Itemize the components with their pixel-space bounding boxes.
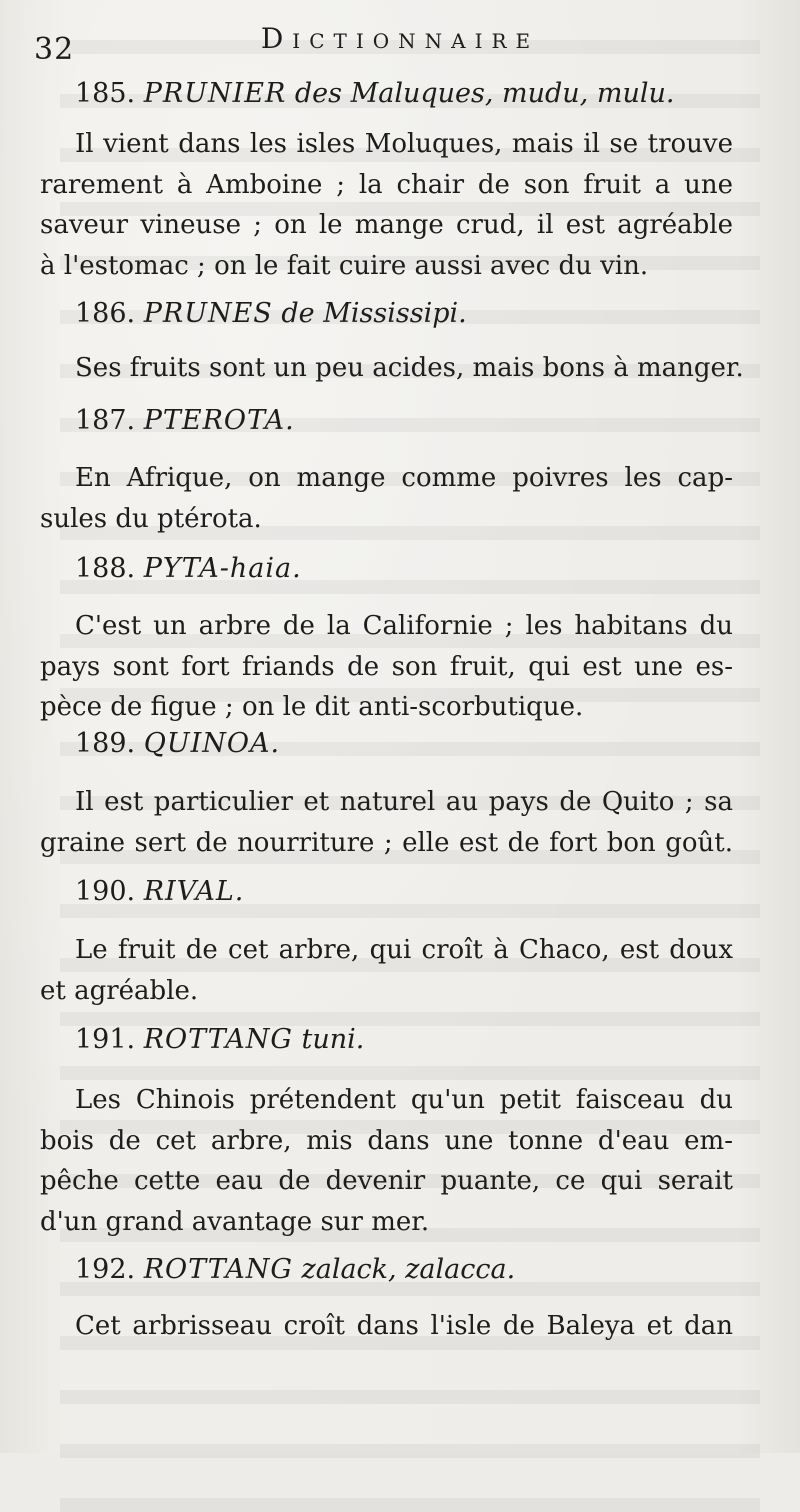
entry-text: [40, 1306, 733, 1347]
text-line: pays sont fort friands de son fruit, qui est une es-: [40, 651, 733, 682]
text-line: Le fruit de cet arbre, qui croît à Chaco, est doux: [75, 935, 733, 965]
entry-text: [40, 782, 733, 863]
entry-text: [40, 1080, 733, 1242]
entry-name: PRUNIER: [143, 78, 287, 109]
text-line: rarement à Amboine ; la chair de son fruit a une: [40, 169, 733, 200]
entry-text: [40, 606, 733, 728]
text-line: Il vient dans les isles Moluques, mais il se trouve: [75, 129, 733, 159]
running-head: Dictionnaire: [260, 22, 540, 55]
entry-title: [75, 553, 302, 584]
entry-text: [40, 458, 733, 539]
entry-subtitle: zalack, zalacca.: [292, 1254, 516, 1285]
entry-title: [75, 78, 674, 109]
text-line: graine sert de nourriture ; elle est de fort bon goût.: [40, 827, 733, 858]
text-line: saveur vineuse ; on le mange crud, il est agréable: [40, 210, 733, 240]
text-line: C'est un arbre de la Californie ; les habitans du: [75, 611, 733, 641]
text-line: pèce de figue ; on le dit anti-scorbutique.: [40, 692, 584, 722]
entry-title: [75, 405, 295, 436]
entry-subtitle: des Maluques, mudu, mulu.: [286, 78, 675, 109]
entry-text: [40, 930, 733, 1011]
entry-text: [40, 348, 744, 389]
text-line: d'un grand avantage sur mer.: [40, 1206, 430, 1237]
entry-number: 187.: [75, 405, 136, 436]
entry-name: QUINOA.: [143, 728, 281, 759]
entry-name: PYTA-haia.: [143, 553, 302, 584]
entry-name: ROTTANG: [143, 1254, 293, 1285]
entry-title: [75, 876, 244, 907]
entry-title: [75, 1254, 515, 1285]
entry-number: 188.: [75, 553, 136, 584]
entry-number: 192.: [75, 1254, 136, 1285]
entry-title: [75, 298, 467, 329]
text-line: Cet arbrisseau croît dans l'isle de Baleya et dan: [75, 1311, 733, 1341]
text-line: sules du ptérota.: [40, 503, 262, 534]
entry-subtitle: de Mississipi.: [272, 298, 467, 329]
entry-name: ROTTANG: [143, 1024, 293, 1055]
text-line: Les Chinois prétendent qu'un petit faisceau du: [75, 1085, 733, 1115]
text-line: En Afrique, on mange comme poivres les cap-: [75, 463, 733, 493]
text-line: à l'estomac ; on le fait cuire aussi avec du vin.: [40, 250, 649, 281]
text-line: pêche cette eau de devenir puante, ce qui serait: [40, 1166, 733, 1196]
entry-title: [75, 1024, 364, 1055]
page-number: 32: [34, 32, 75, 67]
text-line: Il est particulier et naturel au pays de Quito ; sa: [75, 787, 733, 817]
entry-number: 191.: [75, 1024, 136, 1055]
entry-text: [40, 124, 733, 286]
text-line: et agréable.: [40, 975, 199, 1006]
entry-name: RIVAL.: [143, 876, 245, 907]
entry-number: 190.: [75, 876, 136, 907]
entry-number: 186.: [75, 298, 136, 329]
entry-title: [75, 728, 280, 759]
entry-subtitle: tuni.: [292, 1024, 365, 1055]
entry-number: 189.: [75, 728, 136, 759]
text-line: Ses fruits sont un peu acides, mais bons à manger.: [75, 353, 744, 383]
entry-name: PTEROTA.: [143, 405, 295, 436]
entry-name: PRUNES: [143, 298, 273, 329]
text-line: bois de cet arbre, mis dans une tonne d'eau em-: [40, 1125, 733, 1156]
entry-number: 185.: [75, 78, 136, 109]
